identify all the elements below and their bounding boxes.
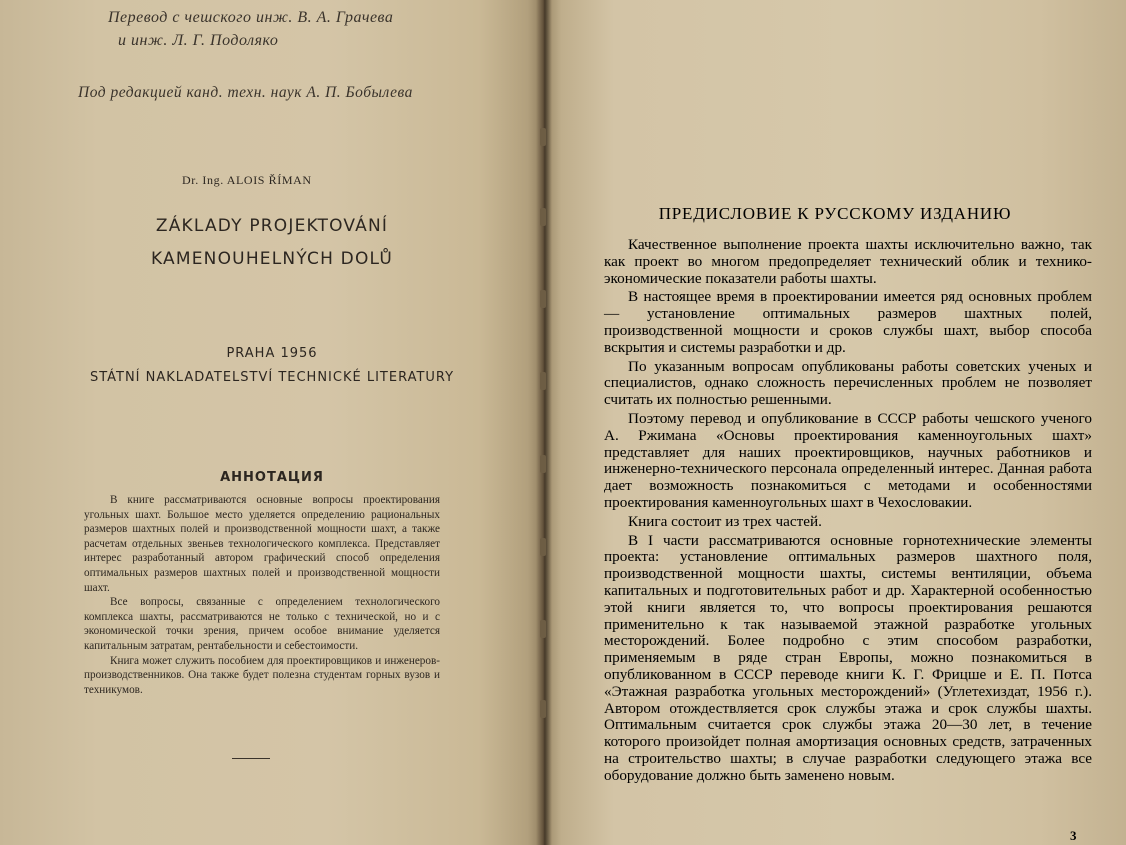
binding-stitch [540, 372, 546, 390]
binding-stitch [540, 290, 546, 308]
left-page [0, 0, 544, 845]
preface-title: ПРЕДИСЛОВИЕ К РУССКОМУ ИЗДАНИЮ [658, 204, 1012, 223]
closing-rule [232, 758, 270, 759]
preface-paragraph: Качественное выполнение проекта шахты исключительно важно, так как проект во многом предопределяет технический облик и технико-экономические показатели работы шахты. [604, 236, 1092, 287]
annotation-paragraph: Все вопросы, связанные с определением технологического комплекса шахты, рассматриваются не только с технической, но и с экономической точки зрения, причем особое внимание уделяется капитальным затратам, рентабельности и себестоимости. [84, 596, 440, 652]
translator-credit-line2: и инж. Л. Г. Подоляко [118, 32, 279, 49]
original-author: Dr. Ing. ALOIS ŘÍMAN [182, 173, 312, 187]
editor-credit: Под редакцией канд. техн. наук А. П. Бобылева [78, 84, 413, 101]
annotation-heading: АННОТАЦИЯ [220, 470, 324, 485]
binding-stitch [540, 455, 546, 473]
binding-stitch [540, 700, 546, 718]
binding-stitch [540, 128, 546, 146]
annotation-paragraph: В книге рассматриваются основные вопросы проектирования угольных шахт. Большое место уделяется определению рациональных размеров шахтных полей и производственной мощности шахт, а также расчетам отдельных звеньев технологического комплекса. Представляет интерес разработанный автором графический способ определения оптимальных размеров шахтных полей и производственной мощности шахт. [84, 494, 440, 594]
page-number: 3 [1070, 828, 1077, 843]
original-place-year: PRAHA 1956 [226, 346, 318, 361]
translator-credit-line1: Перевод с чешского инж. В. А. Грачева [108, 9, 394, 26]
binding-stitch [540, 620, 546, 638]
binding-stitch [540, 538, 546, 556]
preface-paragraph: Поэтому перевод и опубликование в СССР работы чешского ученого А. Ржимана «Основы проектирования каменноугольных шахт» представляет для наших проектировщиков, научных работников и инженерно-технического персонала определенный интерес. Данная работа дает возможность познакомиться с методами и особенностями проектирования каменноугольных шахт в Чехословакии. [604, 409, 1092, 511]
preface-paragraph: Книга состоит из трех частей. [628, 512, 822, 530]
book-gutter [536, 0, 552, 845]
original-publisher: STÁTNÍ NAKLADATELSTVÍ TECHNICKÉ LITERATURY [89, 370, 455, 385]
original-title-line2: KAMENOUHELNÝCH DOLŮ [151, 249, 393, 269]
preface-paragraph: По указанным вопросам опубликованы работы советских ученых и специалистов, однако сложность перечисленных проблем не позволяет считать их полностью решенными. [604, 357, 1092, 409]
annotation-paragraph: Книга может служить пособием для проектировщиков и инженеров-производственников. Она также будет полезна студентам горных вузов и техникумов. [84, 654, 440, 696]
preface-paragraph: В I части рассматриваются основные горнотехнические элементы проекта: установление оптимальных размеров шахтного поля, производственной мощности шахты, системы вентиляции, объема капитальных и подготовительных работ и др. Характерной особенностью этой книги является то, что вопросы проектирования решаются применительно к так называемой этажной разработке угольных месторождений. Более подробно с этим способом разработки, применяемым в ряде стран Европы, можно познакомиться в опубликованном в СССР переводе книги К. Г. Фрицше и Е. П. Потса «Этажная разработка угольных месторождений» (Углетехиздат, 1956 г.). Автором отождествляется срок службы этажа и срок службы шахты. Оптимальным считается срок службы этажа 20—30 лет, в течение которого произойдет полная амортизация основных средств, затраченных на строительство шахты; в случае разработки следующего этажа все оборудование должно быть заменено новым. [604, 531, 1092, 784]
binding-stitch [540, 208, 546, 226]
preface-body [604, 237, 1092, 787]
annotation-body [84, 493, 440, 697]
original-title-line1: ZÁKLADY PROJEKTOVÁNÍ [155, 216, 389, 236]
preface-paragraph: В настоящее время в проектировании имеется ряд основных проблем — установление оптимальных размеров шахтных полей, производственной мощности и сроков службы шахт, выбор способа вскрытия и системы разработки и др. [604, 288, 1092, 356]
